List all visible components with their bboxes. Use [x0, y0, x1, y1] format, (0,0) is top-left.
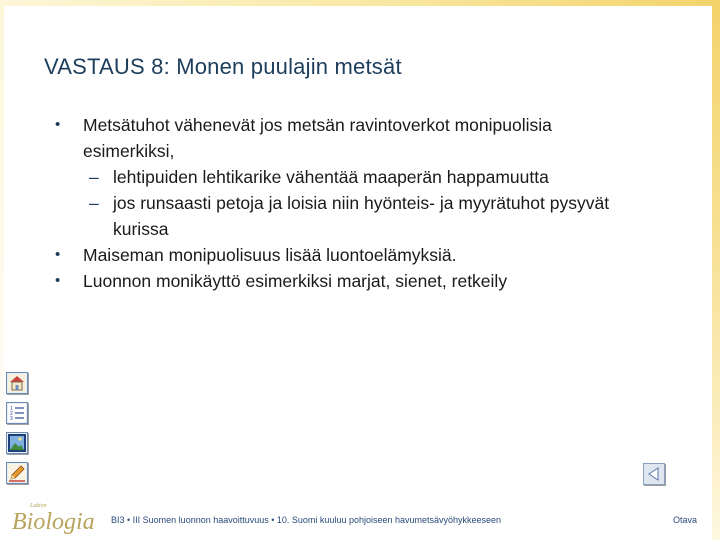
bullet-item: [55, 112, 695, 164]
slide-content: [55, 112, 695, 294]
sub-bullet-text-line: jos runsaasti petoja ja loisia niin hyönteis- ja myyrätuhot pysyvät: [113, 193, 610, 213]
dash-marker: –: [89, 167, 99, 187]
bullet-item: [55, 242, 695, 268]
triangle-left-icon: [644, 464, 664, 484]
pencil-icon[interactable]: [6, 462, 28, 484]
sub-bullet-text-line: lehtipuiden lehtikarike vähentää maaperän happamuutta: [113, 167, 549, 187]
bullet-text-line: Maiseman monipuolisuus lisää luontoelämyksiä.: [83, 245, 457, 265]
sidebar-icons: [6, 372, 30, 492]
sub-bullet-item: [55, 190, 695, 242]
slide-frame-top: [0, 0, 720, 6]
home-icon[interactable]: [6, 372, 28, 394]
bullet-text-line: Luonnon monikäyttö esimerkiksi marjat, sienet, retkeily: [83, 271, 508, 291]
sub-bullet-item: [55, 164, 695, 190]
previous-slide-button[interactable]: [643, 463, 665, 485]
bullet-item: [55, 268, 695, 294]
svg-text:2: 2: [10, 411, 13, 417]
slide-frame-right: [712, 0, 720, 540]
image-icon[interactable]: [6, 432, 28, 454]
slide-title: VASTAUS 8: Monen puulajin metsät: [44, 54, 402, 79]
svg-text:3: 3: [10, 416, 13, 422]
bullet-text-line: Metsätuhot vähenevät jos metsän ravintoverkot monipuolisia: [83, 115, 552, 135]
svg-text:Biologia: Biologia: [12, 509, 95, 534]
bullet-marker: •: [55, 272, 61, 289]
footer-publisher: Otava: [673, 515, 698, 525]
bullet-marker: •: [55, 246, 61, 263]
footer-course-text: BI3 • III Suomen luonnon haavoittuvuus • 10. Suomi kuuluu pohjoiseen havumetsävyöhykkeeseen: [111, 515, 502, 525]
list-icon[interactable]: [6, 402, 28, 424]
biologia-logo: [10, 498, 110, 534]
bullet-marker: •: [55, 116, 61, 133]
svg-text:1: 1: [10, 406, 13, 412]
slide-frame-left: [0, 0, 4, 540]
bullet-text-line: esimerkiksi,: [83, 141, 175, 161]
dash-marker: –: [89, 193, 99, 213]
svg-text:Lukion: Lukion: [30, 503, 47, 509]
sub-bullet-text-line: kurissa: [113, 219, 169, 239]
